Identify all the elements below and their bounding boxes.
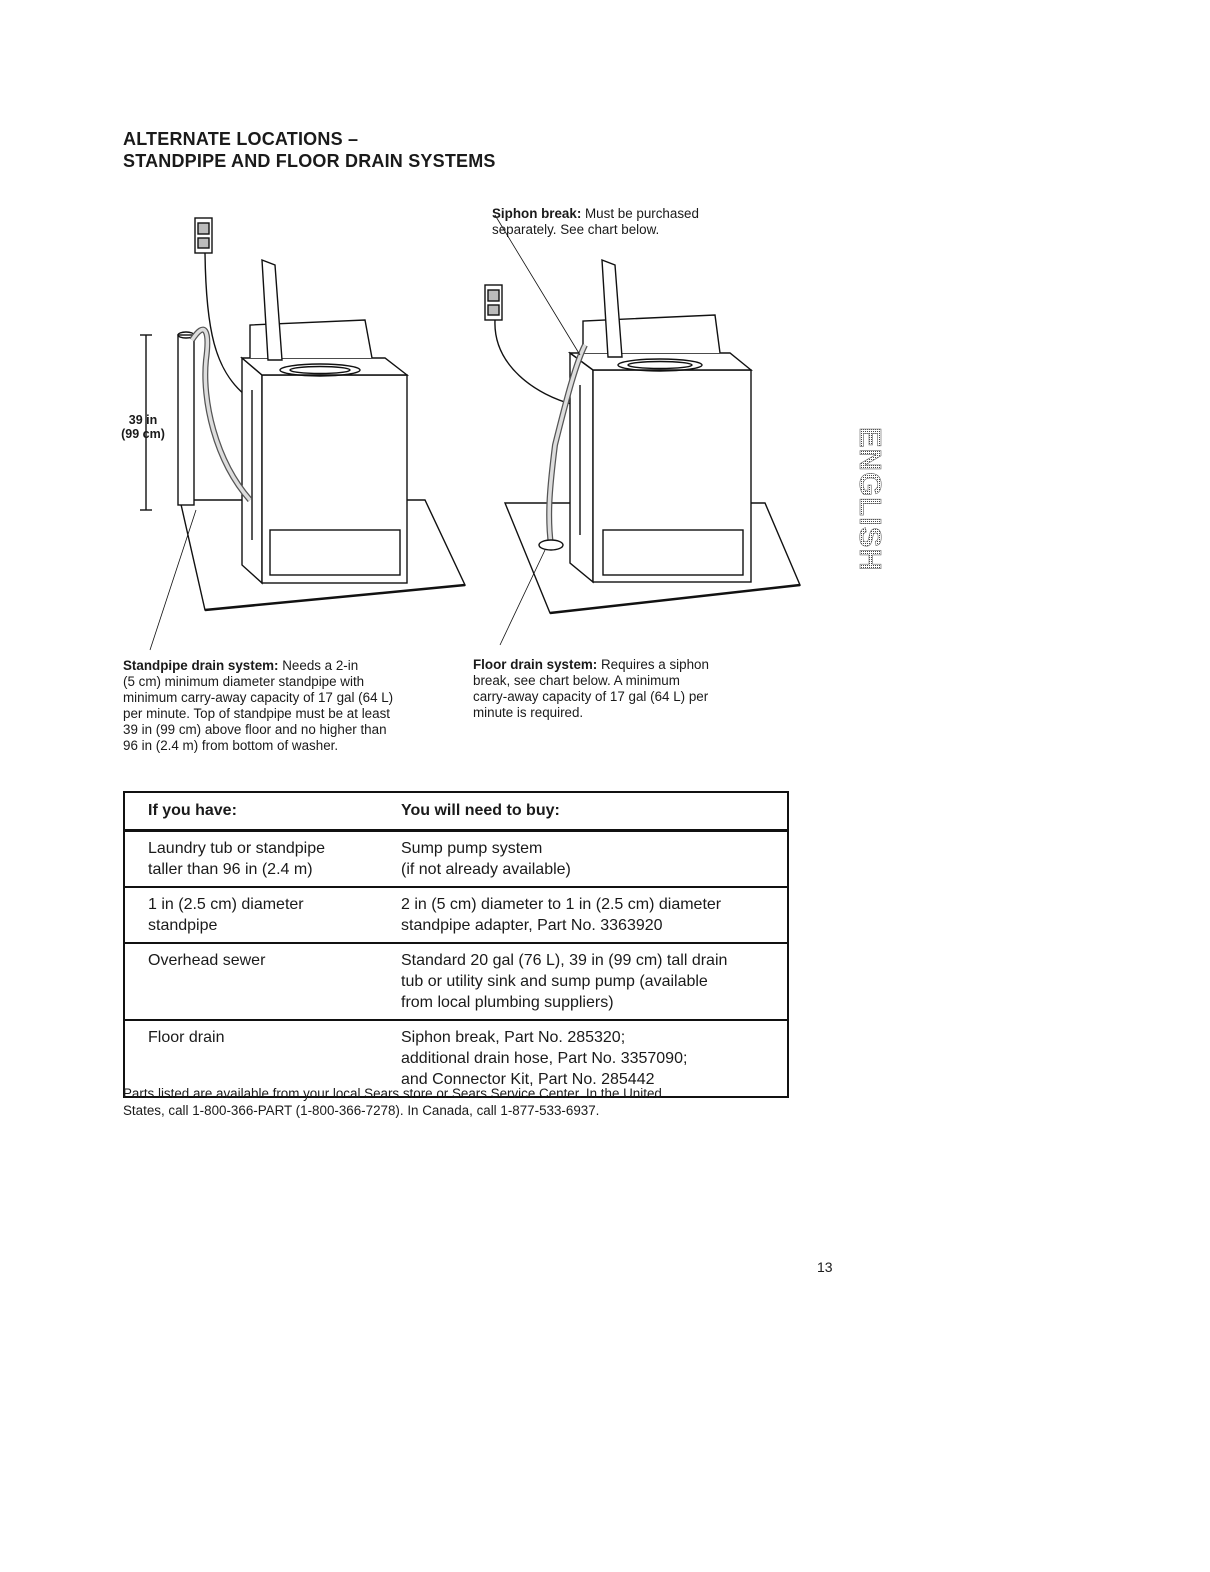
cell-buy <box>378 831 788 888</box>
page-number: 13 <box>817 1259 833 1275</box>
siphon-break-text-1: Must be purchased <box>581 206 699 221</box>
cell-line: standpipe adapter, Part No. 3363920 <box>401 917 663 934</box>
column-header-have: If you have: <box>124 792 378 831</box>
footnote-line-1: Parts listed are available from your local Sears store or Sears Service Center. In the United <box>123 1086 662 1101</box>
floor-drain-line-3: carry-away capacity of 17 gal (64 L) per <box>473 689 709 704</box>
floor-drain-callout <box>473 657 709 721</box>
height-dimension-label <box>113 413 173 441</box>
siphon-break-callout <box>492 206 699 238</box>
standpipe-callout <box>123 658 393 754</box>
cell-line: Sump pump system <box>401 840 543 857</box>
page-title <box>123 128 496 172</box>
table-header-row <box>124 792 788 831</box>
floor-drain <box>539 540 563 550</box>
washer-body <box>570 353 593 582</box>
table-row <box>124 943 788 1020</box>
standpipe-line-3: minimum carry-away capacity of 17 gal (64 L) <box>123 690 394 705</box>
title-line-2: STANDPIPE AND FLOOR DRAIN SYSTEMS <box>123 151 496 171</box>
standpipe-heading: Standpipe drain system: <box>123 658 279 673</box>
standpipe-line-2: (5 cm) minimum diameter standpipe with <box>123 674 365 689</box>
floor-drain-line-2: break, see chart below. A minimum <box>473 673 680 688</box>
floor-drain-illustration <box>475 245 810 645</box>
power-cord <box>495 320 575 405</box>
cell-line: Standard 20 gal (76 L), 39 in (99 cm) tall drain <box>401 952 728 969</box>
cell-line: (if not already available) <box>401 861 571 878</box>
table-row <box>124 887 788 943</box>
dimension-inches: 39 in <box>128 413 158 427</box>
cell-buy <box>378 943 788 1020</box>
power-cord <box>205 253 245 395</box>
cell-line: Siphon break, Part No. 285320; <box>401 1029 626 1046</box>
siphon-break-heading: Siphon break: <box>492 206 582 221</box>
cell-line: tub or utility sink and sump pump (available <box>401 973 708 990</box>
cell-line: and Connector Kit, Part No. 285442 <box>401 1071 655 1088</box>
dimension-cm: (99 cm) <box>121 427 165 441</box>
column-header-buy: You will need to buy: <box>378 792 788 831</box>
cell-line: 1 in (2.5 cm) diameter <box>148 896 304 913</box>
title-line-1: ALTERNATE LOCATIONS – <box>123 129 359 149</box>
parts-table <box>123 791 789 1098</box>
language-side-tab <box>836 425 888 601</box>
cell-line: taller than 96 in (2.4 m) <box>148 861 313 878</box>
cell-have <box>124 887 378 943</box>
standpipe-line-5: 39 in (99 cm) above floor and no higher than <box>123 722 387 737</box>
floor-drain-line-1: Requires a siphon <box>597 657 709 672</box>
standpipe-line-1: Needs a 2-in <box>278 658 359 673</box>
cell-line: Overhead sewer <box>148 952 266 969</box>
cell-line: Laundry tub or standpipe <box>148 840 326 857</box>
cell-have <box>124 831 378 888</box>
cell-buy <box>378 887 788 943</box>
cell-line: 2 in (5 cm) diameter to 1 in (2.5 cm) diameter <box>401 896 722 913</box>
standpipe <box>178 335 194 505</box>
parts-footnote <box>123 1086 803 1119</box>
language-tab-label: ENGLISH <box>853 427 888 572</box>
floor-drain-heading: Floor drain system: <box>473 657 598 672</box>
siphon-break-text-2: separately. See chart below. <box>492 222 660 237</box>
table-row <box>124 831 788 888</box>
cell-line: additional drain hose, Part No. 3357090; <box>401 1050 688 1067</box>
standpipe-line-6: 96 in (2.4 m) from bottom of washer. <box>123 738 339 753</box>
footnote-line-2: States, call 1-800-366-PART (1-800-366-7278). In Canada, call 1-877-533-6937. <box>123 1102 600 1118</box>
cell-line: standpipe <box>148 917 218 934</box>
cell-have <box>124 943 378 1020</box>
cell-line: Floor drain <box>148 1029 225 1046</box>
cell-line: from local plumbing suppliers) <box>401 994 614 1011</box>
standpipe-line-4: per minute. Top of standpipe must be at least <box>123 706 390 721</box>
floor-drain-line-4: minute is required. <box>473 705 584 720</box>
